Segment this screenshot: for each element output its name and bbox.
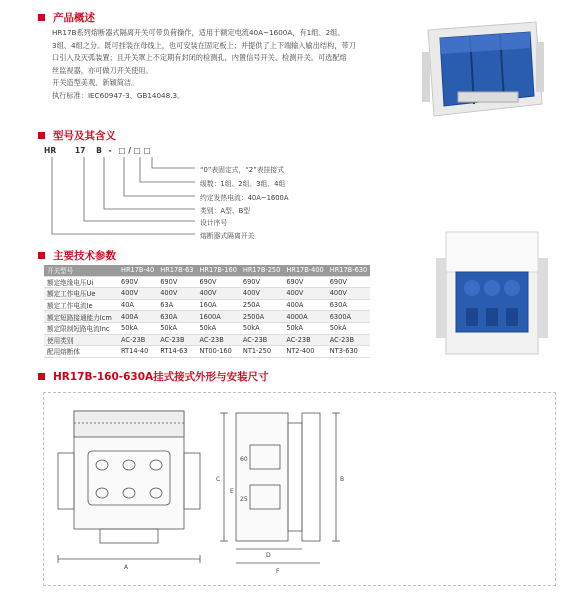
table-cell: RT14-40 [118,346,157,358]
section-dims-header [38,369,269,384]
overview-line: 执行标准：IEC60947-3、GB14048.3。 [52,90,185,100]
table-header-cell: HR17B-630 [327,265,370,276]
model-desc: “0”表固定式，“2”表挂接式 [200,166,284,174]
table-cell: AC-23B [118,334,157,346]
table-cell: 额定短路接通能力Icm [44,311,118,323]
table-cell: 4000A [283,311,326,323]
table-cell: 50kA [283,322,326,334]
dim-label-25: 25 [240,496,248,503]
dimension-drawing-svg [44,393,555,585]
overview-line: HR17B系列熔断器式隔离开关可带负荷操作，适用于额定电流40A~1600A，有1组、2组、 [52,28,345,37]
table-header-cell: HR17B-63 [157,265,196,276]
dim-label-60: 60 [240,456,248,463]
table-cell: 690V [196,276,239,288]
dim-label-f: F [276,568,280,575]
dim-label-b: B [340,476,345,483]
model-desc: 级数：1组、2组、3组、4组 [200,180,286,188]
section-title: HR17B-160-630A挂式接式外形与安装尺寸 [53,371,269,383]
model-code-part: / [128,146,131,155]
model-desc: 约定发热电流：40A~1600A [200,194,289,202]
table-cell: AC-23B [157,334,196,346]
model-desc: 熔断器式隔离开关 [200,232,255,240]
table-cell: AC-23B [240,334,283,346]
dim-label-c: C [216,476,221,483]
table-cell: NT2-400 [283,346,326,358]
specs-table [44,265,370,358]
model-code-part: □ [133,146,141,155]
section-title: 产品概述 [53,12,95,24]
model-code-part: 17 [74,146,86,155]
table-cell: 6300A [327,311,370,323]
model-desc: 设计序号 [200,219,228,227]
table-cell: 630A [327,299,370,311]
model-code-part: □ [118,146,126,155]
table-row [44,288,370,300]
table-cell: NT00-160 [196,346,239,358]
table-cell: 额定绝缘电压Ui [44,276,118,288]
model-desc: 类别：A型、B型 [200,207,251,215]
table-cell: 690V [157,276,196,288]
table-cell: 690V [283,276,326,288]
table-cell: 160A [196,299,239,311]
table-cell: 使用类别 [44,334,118,346]
overview-line: 丝监视器，亦可做刀开关使用。 [52,65,153,75]
table-cell: 690V [240,276,283,288]
table-cell: NT3-630 [327,346,370,358]
table-cell: 400A [118,311,157,323]
section-bullet [38,252,45,259]
table-cell: 400V [196,288,239,300]
table-row [44,276,370,288]
table-cell: 50kA [196,322,239,334]
table-cell: 250A [240,299,283,311]
dimension-drawing [43,392,556,586]
model-code-part: B [96,146,102,155]
table-cell: 400V [157,288,196,300]
model-code-part: HR [44,146,57,155]
table-header-row [44,265,370,276]
model-leader-lines [0,0,585,260]
table-row [44,322,370,334]
table-header-cell: HR17B-40 [118,265,157,276]
overview-line: 3组、4组之分。既可挂装在母线上，也可安装在固定板上；并提供了上下端输入输出结构，带刀 [52,40,356,50]
table-cell: 400V [240,288,283,300]
section-specs-header [38,248,116,263]
table-cell: 630A [157,311,196,323]
table-cell: 50kA [240,322,283,334]
table-cell: 50kA [157,322,196,334]
product-image-bottom [432,228,552,358]
dim-label-e: E [230,488,234,495]
section-title: 主要技术参数 [53,250,116,262]
model-code-part: - [108,146,112,155]
table-cell: 400A [283,299,326,311]
table-header-cell: 开关型号 [44,265,118,276]
section-title: 型号及其含义 [53,130,116,142]
table-cell: NT1-250 [240,346,283,358]
table-cell: 50kA [118,322,157,334]
table-cell: 1600A [196,311,239,323]
table-cell: AC-23B [196,334,239,346]
dim-label-d: D [266,552,271,559]
table-cell: 50kA [327,322,370,334]
table-row [44,346,370,358]
table-cell: 400V [327,288,370,300]
table-row [44,334,370,346]
table-row [44,311,370,323]
table-cell: 63A [157,299,196,311]
table-cell: 额定工作电流Ie [44,299,118,311]
table-cell: 400V [118,288,157,300]
table-cell: 额定限制短路电流Inc [44,322,118,334]
table-cell: 40A [118,299,157,311]
table-cell: 配用熔断体 [44,346,118,358]
table-header-cell: HR17B-250 [240,265,283,276]
table-cell: AC-23B [327,334,370,346]
table-header-cell: HR17B-400 [283,265,326,276]
overview-line: 口引入及灭弧装置；且开关罩上不定期有封闭的检测孔，内置信号开关、检测开关。可选配熔 [52,53,347,62]
table-cell: 2500A [240,311,283,323]
table-cell: RT14-63 [157,346,196,358]
table-row [44,299,370,311]
table-cell: 690V [118,276,157,288]
dim-label-a: A [124,564,129,571]
table-cell: 690V [327,276,370,288]
table-header-cell: HR17B-160 [196,265,239,276]
table-cell: 额定工作电压Ue [44,288,118,300]
table-cell: 400V [283,288,326,300]
model-code-part: □ [143,146,151,155]
overview-line: 开关造型美观、新颖简洁。 [52,78,139,87]
table-cell: AC-23B [283,334,326,346]
section-bullet [38,373,45,380]
